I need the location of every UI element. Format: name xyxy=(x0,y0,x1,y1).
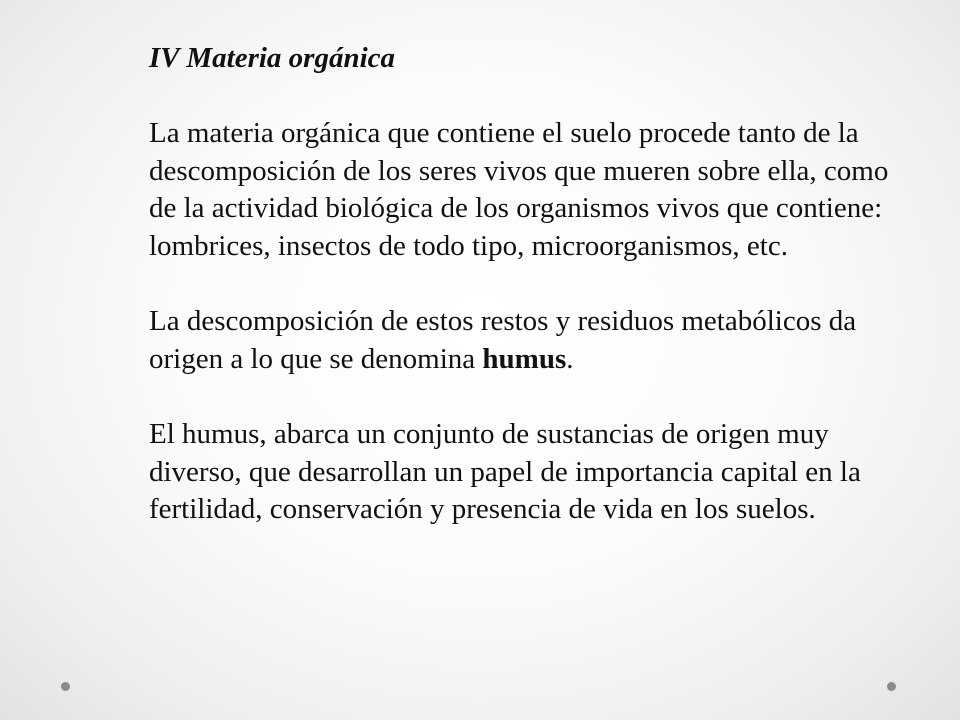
humus-term: humus xyxy=(482,342,567,375)
paragraph-humus-end: . xyxy=(566,342,574,375)
decorative-dot-left xyxy=(61,682,70,691)
paragraph-humus-text: La descomposición de estos restos y residuos metabólicos da origen a lo que se denomina xyxy=(149,305,857,375)
slide-title: IV Materia orgánica xyxy=(149,42,396,74)
paragraph-humus-definition xyxy=(149,303,909,378)
spacer xyxy=(149,266,909,304)
paragraph-humus-importance: El humus, abarca un conjunto de sustancias de origen muy diverso, que desarrollan un papel de importancia capital en la fertilidad, conservación y presencia de vida en los suelos. xyxy=(149,417,861,526)
paragraph-origin: La materia orgánica que contiene el suelo procede tanto de la descomposición de los seres vivos que mueren sobre ella, como de la actividad biológica de los organismos vivos que contiene: lombrices, insectos de todo tipo, microorganismos, etc. xyxy=(149,117,889,262)
spacer xyxy=(149,378,909,416)
spacer xyxy=(149,78,909,116)
slide-content xyxy=(149,40,909,529)
decorative-dot-right xyxy=(887,682,896,691)
